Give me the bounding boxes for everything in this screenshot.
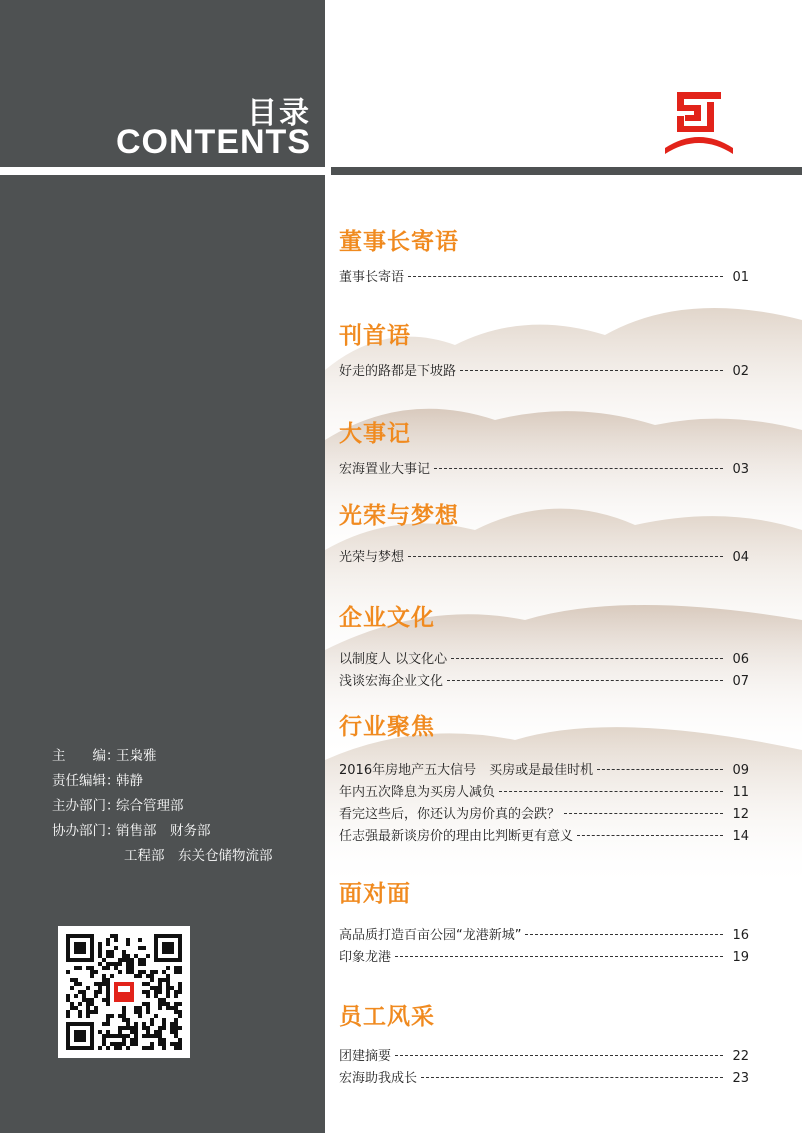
toc-entry[interactable] (339, 649, 749, 671)
toc-entry-title: 光荣与梦想 (339, 550, 405, 565)
credit-label: 协办部门： (52, 823, 120, 839)
toc-leader (395, 956, 723, 957)
section-title: 企业文化 (339, 605, 435, 631)
toc-entry[interactable] (339, 547, 749, 569)
toc-section (339, 877, 749, 969)
toc-entry-title: 浅谈宏海企业文化 (339, 674, 444, 689)
toc-entry-title: 宏海助我成长 (339, 1071, 418, 1086)
credit-label: 主 编： (52, 748, 120, 764)
toc-entry[interactable] (339, 1068, 749, 1090)
toc-page-number: 02 (732, 364, 749, 379)
toc-leader (451, 658, 723, 659)
toc-entry[interactable] (339, 267, 749, 289)
right-divider (331, 167, 802, 175)
credit-responsible-editor (52, 769, 273, 794)
section-title: 行业聚焦 (339, 714, 435, 740)
toc-page-number: 07 (732, 674, 749, 689)
toc-page-number: 09 (732, 763, 749, 778)
section-title: 刊首语 (339, 323, 411, 349)
toc-entry-title: 高品质打造百亩公园“龙港新城” (339, 928, 522, 943)
toc-page-number: 23 (732, 1071, 749, 1086)
toc-section (339, 499, 749, 569)
toc-entry[interactable] (339, 1046, 749, 1068)
credit-value: 韩静 (116, 773, 143, 789)
toc-section (339, 225, 749, 289)
toc-entry-title: 董事长寄语 (339, 270, 405, 285)
toc-entry-title: 2016年房地产五大信号 买房或是最佳时机 (339, 763, 594, 778)
toc-page-number: 04 (732, 550, 749, 565)
section-title: 大事记 (339, 421, 411, 447)
toc-entry-title: 以制度人 以文化心 (339, 652, 448, 667)
page-title-cn: 目录 (247, 96, 311, 131)
toc-entry[interactable] (339, 671, 749, 693)
toc-entry[interactable] (339, 459, 749, 481)
toc-entry[interactable] (339, 947, 749, 969)
credit-co-dept (52, 819, 273, 844)
toc-entry-title: 年内五次降息为买房人减负 (339, 785, 496, 800)
toc-leader (395, 1055, 723, 1056)
toc-entry-title: 看完这些后，你还认为房价真的会跌？ (339, 807, 561, 822)
credit-label: 责任编辑： (52, 773, 120, 789)
toc-entry-title: 印象龙港 (339, 950, 392, 965)
toc-leader (434, 468, 723, 469)
toc-page-number: 19 (732, 950, 749, 965)
toc-section (339, 1000, 749, 1090)
section-title: 董事长寄语 (339, 229, 459, 255)
toc-entry[interactable] (339, 760, 749, 782)
toc-entry[interactable] (339, 925, 749, 947)
toc-page-number: 16 (732, 928, 749, 943)
credit-host-dept (52, 794, 273, 819)
toc-entry-title: 宏海置业大事记 (339, 462, 431, 477)
toc-leader (499, 791, 723, 792)
toc-section (339, 319, 749, 383)
toc-page-number: 22 (732, 1049, 749, 1064)
section-title: 光荣与梦想 (339, 503, 459, 529)
toc-leader (421, 1077, 723, 1078)
qr-code-icon (58, 926, 190, 1058)
toc-leader (577, 835, 723, 836)
toc-leader (564, 813, 723, 814)
toc-entry-title: 任志强最新谈房价的理由比判断更有意义 (339, 829, 574, 844)
toc-page-number: 12 (732, 807, 749, 822)
credit-label: 主办部门： (52, 798, 120, 814)
credit-value: 综合管理部 (116, 798, 184, 814)
section-title: 面对面 (339, 881, 411, 907)
qr-code-graphic (58, 926, 190, 1058)
credit-value: 销售部 财务部 (116, 823, 211, 839)
toc-entry[interactable] (339, 782, 749, 804)
toc-entry[interactable] (339, 361, 749, 383)
toc-entry[interactable] (339, 826, 749, 848)
left-panel (0, 0, 325, 1133)
credit-editor (52, 744, 273, 769)
toc-entry-title: 团建摘要 (339, 1049, 392, 1064)
brand-logo-icon (663, 88, 735, 156)
toc-leader (447, 680, 723, 681)
toc-leader (597, 769, 723, 770)
section-title: 员工风采 (339, 1004, 435, 1030)
page-title-en: CONTENTS (116, 123, 311, 161)
toc-entry-title: 好走的路都是下坡路 (339, 364, 457, 379)
toc-section (339, 601, 749, 693)
credit-value: 王枭雅 (116, 748, 157, 764)
toc-page-number: 06 (732, 652, 749, 667)
toc-section (339, 417, 749, 481)
toc-page-number: 01 (732, 270, 749, 285)
toc-leader (525, 934, 723, 935)
credit-co-dept-cont (52, 844, 273, 869)
toc-leader (408, 276, 723, 277)
toc-section (339, 710, 749, 848)
toc-page-number: 03 (732, 462, 749, 477)
toc-leader (460, 370, 723, 371)
toc-entry[interactable] (339, 804, 749, 826)
title-block (0, 0, 325, 167)
credits (52, 744, 273, 869)
toc-page-number: 14 (732, 829, 749, 844)
left-divider (0, 167, 325, 175)
credit-value: 工程部 东关仓储物流部 (124, 848, 273, 864)
toc-leader (408, 556, 723, 557)
toc-page-number: 11 (732, 785, 749, 800)
